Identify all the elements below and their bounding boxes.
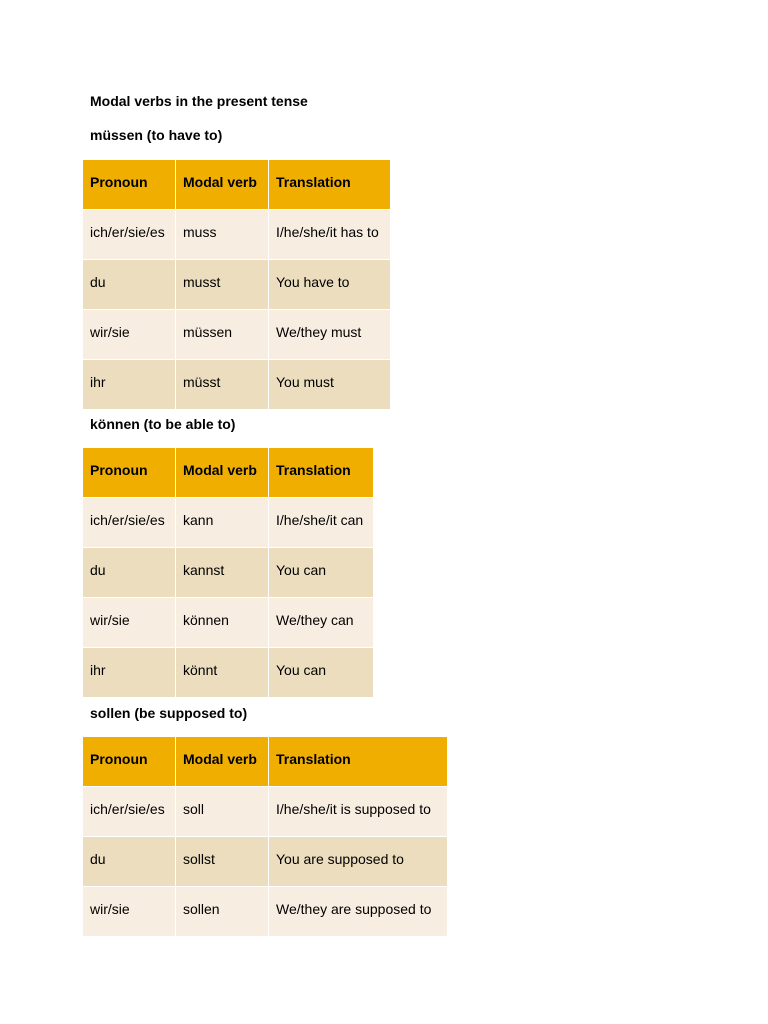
table-row [83, 648, 373, 698]
cell-translation: We/they are supposed to [269, 887, 448, 937]
header-translation: Translation [269, 448, 374, 498]
table-muessen [83, 160, 390, 410]
cell-pronoun: wir/sie [83, 310, 176, 360]
cell-modal-verb: sollen [176, 887, 269, 937]
table-header-row [83, 737, 447, 787]
table-row [83, 598, 373, 648]
cell-modal-verb: soll [176, 787, 269, 837]
table-row [83, 837, 447, 887]
header-pronoun: Pronoun [83, 160, 176, 210]
cell-pronoun: ich/er/sie/es [83, 210, 176, 260]
section-heading-muessen: müssen (to have to) [90, 127, 223, 143]
header-pronoun: Pronoun [83, 737, 176, 787]
table-koennen [83, 448, 373, 698]
cell-modal-verb: könnt [176, 648, 269, 698]
table-row [83, 310, 390, 360]
cell-pronoun: du [83, 260, 176, 310]
header-translation: Translation [269, 160, 391, 210]
cell-modal-verb: müssen [176, 310, 269, 360]
cell-pronoun: du [83, 548, 176, 598]
cell-translation: You are supposed to [269, 837, 448, 887]
table-row [83, 498, 373, 548]
cell-pronoun: ihr [83, 648, 176, 698]
table-row [83, 360, 390, 410]
table-sollen [83, 737, 447, 937]
header-modal-verb: Modal verb [176, 448, 269, 498]
cell-translation: We/they can [269, 598, 374, 648]
cell-modal-verb: muss [176, 210, 269, 260]
cell-modal-verb: musst [176, 260, 269, 310]
header-pronoun: Pronoun [83, 448, 176, 498]
cell-pronoun: du [83, 837, 176, 887]
cell-translation: You can [269, 648, 374, 698]
cell-modal-verb: können [176, 598, 269, 648]
cell-translation: I/he/she/it is supposed to [269, 787, 448, 837]
table-header-row [83, 448, 373, 498]
cell-pronoun: ich/er/sie/es [83, 498, 176, 548]
cell-modal-verb: müsst [176, 360, 269, 410]
table-row [83, 787, 447, 837]
cell-translation: We/they must [269, 310, 391, 360]
header-translation: Translation [269, 737, 448, 787]
header-modal-verb: Modal verb [176, 160, 269, 210]
cell-translation: I/he/she/it can [269, 498, 374, 548]
table-row [83, 260, 390, 310]
cell-pronoun: ich/er/sie/es [83, 787, 176, 837]
table-row [83, 887, 447, 937]
cell-pronoun: ihr [83, 360, 176, 410]
page-title: Modal verbs in the present tense [90, 93, 308, 109]
cell-translation: You have to [269, 260, 391, 310]
table-row [83, 210, 390, 260]
table-row [83, 548, 373, 598]
cell-pronoun: wir/sie [83, 598, 176, 648]
section-heading-sollen: sollen (be supposed to) [90, 705, 248, 721]
cell-translation: I/he/she/it has to [269, 210, 391, 260]
header-modal-verb: Modal verb [176, 737, 269, 787]
cell-modal-verb: kannst [176, 548, 269, 598]
cell-translation: You must [269, 360, 391, 410]
cell-pronoun: wir/sie [83, 887, 176, 937]
cell-modal-verb: kann [176, 498, 269, 548]
section-heading-koennen: können (to be able to) [90, 416, 236, 432]
table-header-row [83, 160, 390, 210]
cell-modal-verb: sollst [176, 837, 269, 887]
cell-translation: You can [269, 548, 374, 598]
